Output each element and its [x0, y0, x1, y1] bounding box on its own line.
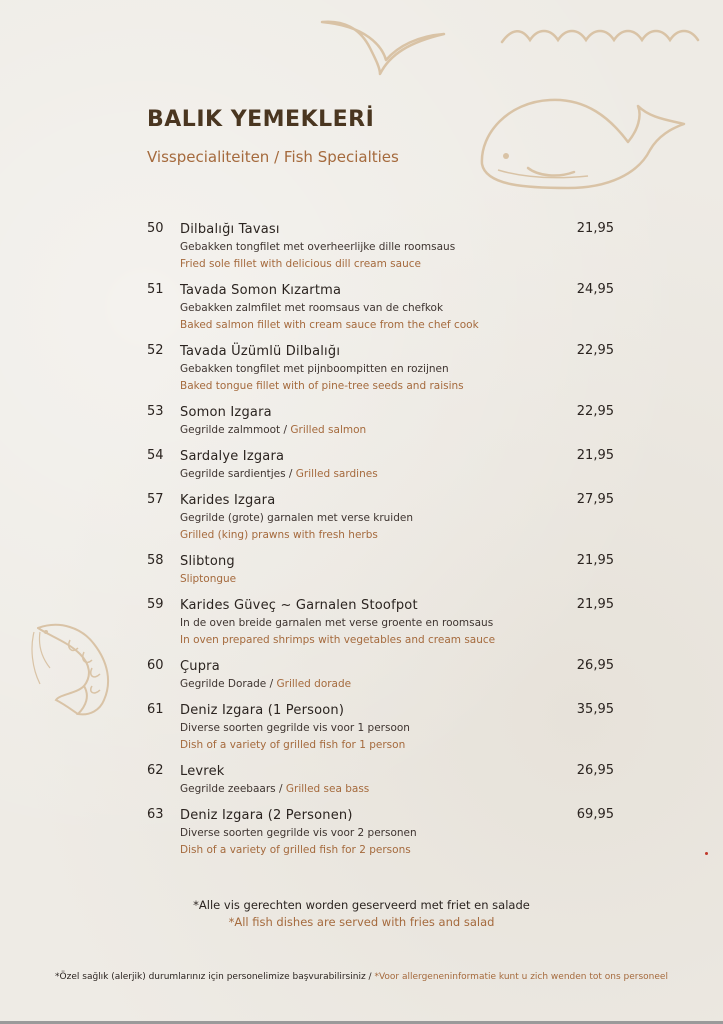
- item-name: Slibtong: [180, 554, 235, 569]
- item-price: 26,95: [576, 763, 614, 778]
- menu-item: [147, 763, 617, 798]
- item-number: 50: [147, 221, 164, 236]
- item-name: Dilbalığı Tavası: [180, 222, 280, 237]
- item-description-nl: Gebakken tongfilet met overheerlijke dille roomsaus: [180, 241, 456, 253]
- item-description-nl: Diverse soorten gegrilde vis voor 2 personen: [180, 827, 417, 839]
- serving-note: [0, 897, 723, 931]
- item-description-nl: Diverse soorten gegrilde vis voor 1 persoon: [180, 722, 410, 734]
- item-name: Tavada Somon Kızartma: [180, 283, 342, 298]
- item-description-separator: /: [280, 424, 291, 436]
- item-price: 21,95: [576, 597, 614, 612]
- item-description-en: Baked salmon fillet with cream sauce from the chef cook: [180, 319, 479, 331]
- item-name: Sardalye Izgara: [180, 449, 285, 464]
- item-number: 63: [147, 807, 164, 822]
- decorative-dot: [705, 852, 708, 855]
- item-description-en: Baked tongue fillet with of pine-tree seeds and raisins: [180, 380, 464, 392]
- item-description-nl: Gegrilde Dorade: [180, 678, 267, 690]
- item-description-en: In oven prepared shrimps with vegetables and cream sauce: [180, 634, 496, 646]
- menu-item: [147, 404, 617, 439]
- item-description: [180, 676, 617, 693]
- item-price: 21,95: [576, 221, 614, 236]
- item-name: Karides Izgara: [180, 493, 276, 508]
- item-number: 52: [147, 343, 164, 358]
- item-description-nl: Gegrilde sardientjes: [180, 468, 286, 480]
- item-number: 61: [147, 702, 164, 717]
- item-description-en: Grilled (king) prawns with fresh herbs: [180, 529, 378, 541]
- item-name: Çupra: [180, 659, 220, 674]
- item-number: 58: [147, 553, 164, 568]
- seagull-icon: [318, 16, 448, 78]
- serving-note-en: *All fish dishes are served with fries and salad: [228, 915, 495, 929]
- item-description-separator: /: [266, 678, 277, 690]
- shrimp-icon: [30, 618, 122, 722]
- item-number: 51: [147, 282, 164, 297]
- item-price: 27,95: [576, 492, 614, 507]
- item-description-separator: /: [285, 468, 296, 480]
- item-price: 35,95: [576, 702, 614, 717]
- item-price: 22,95: [576, 343, 614, 358]
- item-description-nl: Gegrilde (grote) garnalen met verse kruiden: [180, 512, 413, 524]
- item-description-nl: Gegrilde zeebaars: [180, 783, 276, 795]
- item-number: 60: [147, 658, 164, 673]
- item-name: Tavada Üzümlü Dilbalığı: [180, 344, 341, 359]
- menu-item: [147, 492, 617, 544]
- item-name: Karides Güveç ~ Garnalen Stoofpot: [180, 598, 418, 613]
- menu-item: [147, 343, 617, 395]
- menu-item: [147, 282, 617, 334]
- allergen-note-tr: *Özel sağlık (alerjik) durumlarınız için personelimize başvurabilirsiniz /: [55, 972, 375, 982]
- item-description-en: Dish of a variety of grilled fish for 1 person: [180, 739, 406, 751]
- menu-item: [147, 658, 617, 693]
- menu-item: [147, 702, 617, 754]
- item-description-nl: In de oven breide garnalen met verse groente en roomsaus: [180, 617, 494, 629]
- item-price: 21,95: [576, 448, 614, 463]
- item-description-en: Sliptongue: [180, 573, 237, 585]
- item-number: 59: [147, 597, 164, 612]
- item-name: Deniz Izgara (1 Persoon): [180, 703, 345, 718]
- item-price: 69,95: [576, 807, 614, 822]
- menu-item: [147, 553, 617, 588]
- item-description-nl: Gebakken zalmfilet met roomsaus van de chefkok: [180, 302, 444, 314]
- item-description-en: Grilled salmon: [290, 424, 367, 436]
- menu-item: [147, 597, 617, 649]
- item-description: [180, 422, 617, 439]
- item-number: 57: [147, 492, 164, 507]
- allergen-note-nl: *Voor allergeneninformatie kunt u zich wenden tot ons personeel: [374, 972, 668, 982]
- item-number: 54: [147, 448, 164, 463]
- item-name: Deniz Izgara (2 Personen): [180, 808, 353, 823]
- item-description-nl: Gebakken tongfilet met pijnboompitten en rozijnen: [180, 363, 449, 375]
- wave-icon: [500, 24, 710, 50]
- item-description: [180, 466, 617, 483]
- item-price: 26,95: [576, 658, 614, 673]
- item-description-nl: Gegrilde zalmmoot: [180, 424, 281, 436]
- item-number: 53: [147, 404, 164, 419]
- item-name: Levrek: [180, 764, 225, 779]
- page-title: BALIK YEMEKLERİ: [147, 107, 375, 132]
- item-description-separator: /: [275, 783, 286, 795]
- item-price: 21,95: [576, 553, 614, 568]
- item-price: 22,95: [576, 404, 614, 419]
- page-subtitle: Visspecialiteiten / Fish Specialties: [147, 148, 399, 166]
- item-price: 24,95: [576, 282, 614, 297]
- serving-note-nl: *Alle vis gerechten worden geserveerd met friet en salade: [193, 898, 530, 912]
- item-name: Somon Izgara: [180, 405, 272, 420]
- item-description: [180, 781, 617, 798]
- item-description-en: Fried sole fillet with delicious dill cream sauce: [180, 258, 421, 270]
- item-description-en: Grilled sardines: [295, 468, 378, 480]
- menu-item: [147, 448, 617, 483]
- item-description-en: Dish of a variety of grilled fish for 2 persons: [180, 844, 411, 856]
- menu-item: [147, 807, 617, 859]
- item-description-en: Grilled dorade: [276, 678, 352, 690]
- allergen-footer: [0, 972, 723, 982]
- item-number: 62: [147, 763, 164, 778]
- item-description-en: Grilled sea bass: [285, 783, 370, 795]
- menu-item: [147, 221, 617, 273]
- whale-icon: [478, 94, 690, 194]
